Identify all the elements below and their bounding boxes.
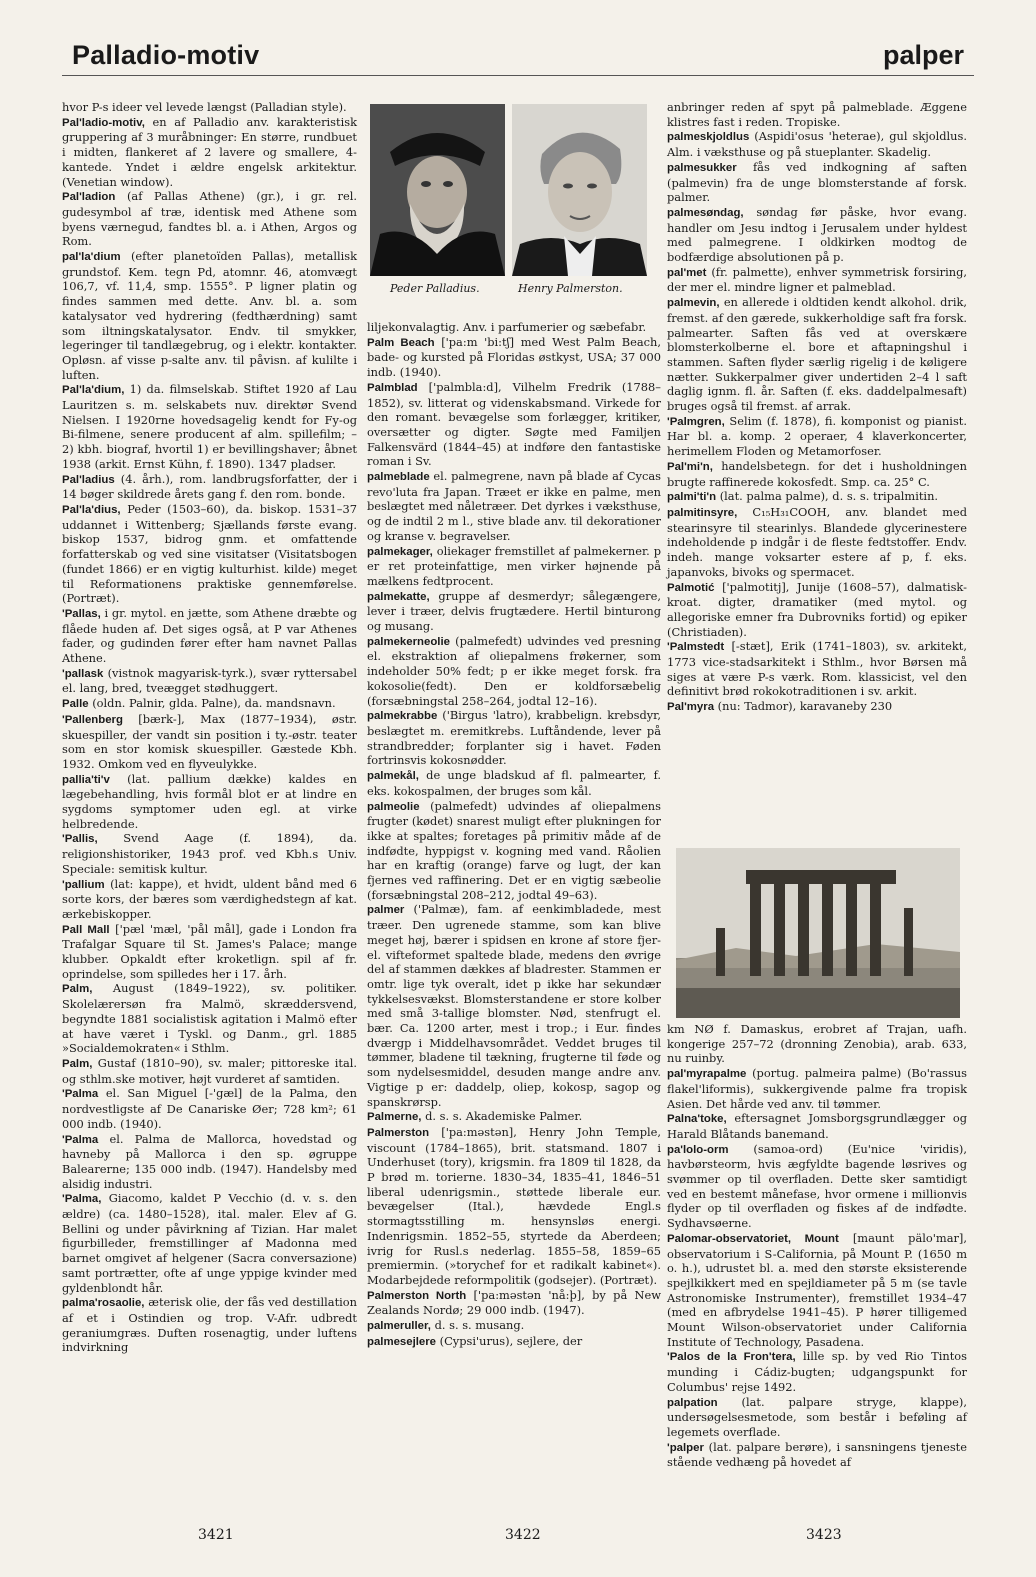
- portraits: [370, 104, 660, 304]
- entry-headword: Pal'ladion: [62, 191, 116, 204]
- dictionary-entry: [367, 1125, 661, 1288]
- entry-headword: Palna'toke,: [667, 1113, 727, 1126]
- entry-text: en af Palladio anv. karakteristisk gruppering af 3 muråbninger: En større, rundbuet i midten, flankeret af 2 lavere og smallere, 4-kantede. Yndet i ældre engelsk arkitektur. (Venetian window).: [62, 114, 357, 189]
- column-3: [667, 100, 967, 715]
- entry-text: Selim (f. 1878), fi. komponist og pianist. Har bl. a. komp. 2 operaer, 4 klaverkoncerter, herimellem Floden og Metamorfoser.: [667, 413, 967, 459]
- entry-text: ('Palmæ), fam. af eenkimbladede, mest træer. Den ugrenede stamme, som kan blive meget høj, bærer i spidsen en krone af store fjer- el. vifteformet spaltede blade, medens den øvrige del af stammen dækkes af bladrester. Stammen er omtr. lige tyk overalt, idet p ikke har sekundær tykkelsesvækst. Blomsterstandene er store kolber med små 3-tallige blomster. Nød, stenfrugt el. bær. Ca. 1200 arter, mest i trop.; i Eur. findes dværgp i Middelhavsområdet. Veddet bruges til tømmer, bladene til tækning, frugterne til føde og som nydelsesmiddel, desuden mange andre anv. Vigtige p er: daddelp, oliep, kokosp, sagop og spanskrørsp.: [367, 902, 661, 1109]
- entry-headword: Palm Beach: [367, 336, 435, 349]
- dictionary-entry: [62, 189, 357, 249]
- caption-peder-palladius: Peder Palladius.: [390, 282, 480, 295]
- dictionary-entry: [667, 1022, 967, 1066]
- column-3-continued: [667, 1022, 967, 1470]
- entry-headword: pallia'ti'v: [62, 773, 110, 786]
- entry-text: el. Palma de Mallorca, hovedstad og havneby på Mallorca i den sp. øgruppe Balearerne; 135 000 indb. (1947). Handelsby med alsidig industri.: [62, 1131, 357, 1191]
- entry-headword: pal'myrapalme: [667, 1068, 747, 1081]
- entry-text: (palmefedt) udvindes af oliepalmens frugter (kødet) snarest muligt efter plukningen for ikke at spaltes; foretages på primitiv måde af de indfødte, hyppigst v. kogning med vand. Råolien har en kraftig (orange) farve og lugt, der kan fjernes ved raffinering. Det er en vigtig sæbeolie (forsæbningstal 208–212, jodtal 49–63).: [367, 798, 661, 902]
- entry-headword: 'Pallas,: [62, 607, 101, 620]
- entry-text: ('Birgus 'latro), krabbelign. krebsdyr, beslægtet m. eremitkrebs. Luftåndende, lever på strandbredder; forplanter sig i havet. Føden fortrinsvis kokosnødder.: [367, 708, 661, 768]
- dictionary-entry: [667, 580, 967, 640]
- entry-text: (lat. pallium dække) kaldes en lægebehandling, hvis formål blot er at lindre en sygdoms symptomer uden egl. at virke helbredende.: [62, 771, 357, 831]
- dictionary-entry: [667, 699, 967, 715]
- entry-headword: 'pallium: [62, 878, 105, 891]
- entry-headword: palmi'ti'n: [667, 491, 717, 504]
- entry-text: (af Pallas Athene) (gr.), i gr. rel. gudesymbol af træ, identisk med Athene som byens værnegud, fandtes bl. a. i Athen, Argos og Rom.: [62, 189, 357, 249]
- entry-headword: 'palper: [667, 1441, 704, 1454]
- page-number-left: 3421: [198, 1527, 234, 1543]
- entry-text: (lat. palma palme), d. s. s. tripalmitin.: [716, 489, 939, 504]
- dictionary-entry: [62, 606, 357, 666]
- dictionary-entry: [367, 469, 661, 544]
- entry-text: (nu: Tadmor), karavaneby 230: [714, 699, 893, 714]
- page-number-center: 3422: [505, 1527, 541, 1543]
- entry-headword: pal'la'dium: [62, 251, 121, 264]
- entry-text: liljekonvalagtig. Anv. i parfumerier og sæbefabr.: [367, 320, 647, 334]
- entry-text: ['pa:məstən], Henry John Temple, viscount (1784–1865), brit. statsmand. 1807 i Underhuset (tory), krigsmin. fra 1809 til 1828, da P brød m. torierne. 1830–34, 1835–41, 1846–51 liberal udenrigsmin., støttede liberale eur. bevægelser (Ital.), hævdede Engl.s stormagtsstilling m. hensynsløs energi. Indenrigsmin. 1852–55, styrtede da Aberdeen; ivrig for Rusl.s nederlag. 1855–58, 1859–65 premiermin. (»torychef for et radikalt kabinet«). Modarbejdede reformpolitik (godsejer). (Portræt).: [367, 1124, 661, 1287]
- entry-headword: palmekager,: [367, 545, 433, 558]
- entry-text: i gr. mytol. en jætte, som Athene dræbte og flåede huden af. Det siges også, at P var Athenes fader, og gudinden fører efter ham navnet Pallas Athene.: [62, 605, 357, 666]
- dictionary-entry: [62, 696, 357, 712]
- photo-palmyra-ruins: [676, 848, 960, 1018]
- entry-text: el. palmegrene, navn på blade af Cycas revo'luta fra Japan. Træet er ikke en palme, men beslægtet med nåletræer. Det dyrkes i væksthuse, og de indtil 2 m l., stive blade anv. til dekorationer og kranse v. begravelser.: [367, 469, 661, 543]
- dictionary-entry: [367, 1318, 661, 1334]
- entry-text: (4. årh.), rom. landbrugsforfatter, der i 14 bøger skildrede årets gang f. den rom. bonde.: [62, 471, 357, 502]
- entry-text: Svend Aage (f. 1894), da. religionshistoriker, 1943 prof. ved Kbh.s Univ. Speciale: semitisk kultur.: [62, 831, 357, 876]
- dictionary-entry: [367, 1109, 661, 1125]
- entry-headword: palmevin,: [667, 297, 720, 310]
- entry-text: fås ved indkogning af saften (palmevin) fra de unge blomsterstande af forsk. palmer.: [667, 159, 967, 205]
- entry-text: (Cypsi'urus), sejlere, der: [436, 1333, 583, 1348]
- entry-text: (oldn. Palnir, glda. Palne), da. mandsnavn.: [88, 696, 336, 711]
- dictionary-entry: [62, 472, 357, 502]
- dictionary-entry: [367, 1288, 661, 1318]
- entry-headword: Palmerston North: [367, 1289, 467, 1302]
- dictionary-entry: [667, 265, 967, 295]
- dictionary-entry: [667, 129, 967, 159]
- entry-text: de unge bladskud af fl. palmearter, f. eks. kokospalmen, der bruges som kål.: [367, 768, 661, 798]
- entry-text: lille sp. by ved Rio Tintos munding i Cádiz-bugten; udgangspunkt for Columbus' rejse 1492.: [667, 1349, 967, 1394]
- entry-text: (palmefedt) udvindes ved presning el. ekstraktion af oliepalmens frøkerner, som indeholder 50% fedt; p er ikke meget forsk. fra kokosolie(fedt). Den er koldforsæbelig (forsæbningstal 258–264, jodtal 12–16).: [367, 633, 661, 708]
- dictionary-entry: [667, 295, 967, 414]
- dictionary-entry: [62, 772, 357, 832]
- dictionary-entry: [62, 115, 357, 190]
- entry-headword: 'Palma: [62, 1088, 99, 1101]
- entry-headword: Palmerne,: [367, 1111, 422, 1124]
- entry-headword: 'Pallis,: [62, 833, 98, 846]
- entry-headword: palmeblade: [367, 471, 430, 484]
- header-rule: [62, 75, 974, 76]
- entry-text: ['palmotitj], Junije (1608–57), dalmatisk-kroat. digter, dramatiker (med mytol. og allegoriske emner fra Dubrovniks fortid) og epiker (Christiaden).: [667, 579, 967, 639]
- dictionary-entry: [667, 1231, 967, 1350]
- entry-headword: Pal'ladio-motiv,: [62, 116, 145, 129]
- dictionary-entry: [367, 335, 661, 380]
- dictionary-entry: [667, 1142, 967, 1231]
- dictionary-entry: [667, 639, 967, 699]
- dictionary-entry: [62, 100, 357, 115]
- entry-text: (samoa-ord) (Eu'nice 'viridis), havbørsteorm, hvis ægfyldte bagende løsrives og svømmer op til overfladen. Dette sker samtidigt ved en bestemt månefase, hvor ormene i millionvis flyder op til overfladen og fiskes af de indfødte. Sydhavsøerne.: [667, 1141, 967, 1231]
- entry-headword: Pal'mi'n,: [667, 460, 713, 473]
- entry-text: (lat: kappe), et hvidt, uldent bånd med 6 sorte kors, der bæres som værdighedstegn af kat. ærkebiskopper.: [62, 876, 357, 921]
- dictionary-entry: [62, 249, 357, 382]
- dictionary-entry: [667, 160, 967, 205]
- entry-text: [bærk-], Max (1877–1934), østr. skuespiller, der vandt sin position i ty.-østr. teater som en stor komisk skuespiller. Gæstede Kbh. 1932. Omkom ved en flyveulykke.: [62, 711, 357, 771]
- entry-text: (Aspidi'osus 'heterae), gul skjoldlus. Alm. i væksthuse og på stueplanter. Skadelig.: [667, 129, 967, 160]
- entry-headword: 'Palos de la Fron'tera,: [667, 1351, 796, 1364]
- entry-text: (fr. palmette), enhver symmetrisk forsiring, der mer el. mindre ligner et palmeblad.: [667, 264, 967, 295]
- entry-headword: palmekrabbe: [367, 710, 438, 723]
- dictionary-entry: [62, 502, 357, 606]
- entry-text: (lat. palpare berøre), i sansningens tjeneste stående vedhæng på hovedet af: [667, 1439, 967, 1470]
- entry-headword: palmer: [367, 904, 405, 917]
- column-1: [62, 100, 357, 1355]
- dictionary-entry: [367, 902, 661, 1109]
- column-2: [367, 320, 661, 1350]
- dictionary-entry: [667, 489, 967, 505]
- entry-text: [maunt pälo'mar], observatorium i S-California, på Mount P. (1650 m o. h.), udrustet bl. a. med den største eksisterende spejlkikkert med en spejldiameter på 5 m (se tavle Astronomiske Instrumenter), fremstillet 1934–47 (med en afbrydelse 1941–45). P hører tilligemed Mount Wilson-observatoriet under California Institute of Technology, Pasadena.: [667, 1230, 967, 1349]
- entry-headword: 'Palmstedt: [667, 641, 725, 654]
- entry-headword: Pall Mall: [62, 923, 110, 936]
- dictionary-entry: [667, 1111, 967, 1141]
- entry-text: handelsbetegn. for det i husholdningen brugte raffinerede kokosfedt. Smp. ca. 25° C.: [667, 458, 967, 489]
- portrait-henry-palmerston: [512, 104, 647, 276]
- entry-headword: palpation: [667, 1396, 718, 1409]
- dictionary-entry: [367, 799, 661, 903]
- entry-headword: palmesejlere: [367, 1335, 437, 1348]
- entry-headword: Pal'myra: [667, 701, 715, 714]
- entry-headword: palmekål,: [367, 770, 419, 783]
- dictionary-entry: [62, 1086, 357, 1131]
- entry-text: August (1849–1922), sv. politiker. Skolelærersøn fra Malmö, skræddersvend, begyndte 1881 socialistisk agitation i Malmö efter at have været i Tyskl. og Danm., grl. 1885 »Socialdemokraten« i Sthlm.: [62, 981, 357, 1056]
- entry-headword: pal'met: [667, 266, 707, 279]
- dictionary-entry: [667, 205, 967, 265]
- entry-headword: palmekerneolie: [367, 635, 450, 648]
- entry-headword: Pal'la'dium,: [62, 384, 125, 397]
- dictionary-entry: [62, 1295, 357, 1355]
- page-number-right: 3423: [806, 1527, 842, 1543]
- entry-headword: 'Palmgren,: [667, 415, 725, 428]
- dictionary-entry: [367, 380, 661, 469]
- entry-headword: pa'lolo-orm: [667, 1143, 729, 1156]
- running-head-left: Palladio-motiv: [72, 40, 260, 70]
- entry-text: ['pa:məstən 'nå:þ], by på New Zealands Nordø; 29 000 indb. (1947).: [367, 1287, 661, 1318]
- running-head-right: palper: [882, 40, 964, 70]
- dictionary-entry: [667, 1066, 967, 1111]
- entry-text: ['pæl 'mæl, 'pål mål], gade i London fra Trafalgar Square til St. James's Palace; mange klubber. Opkaldt efter kroketlign. spil af fr. oprindelse, som spilledes her i 17. årh.: [62, 921, 357, 981]
- entry-headword: palmeskjoldlus: [667, 131, 750, 144]
- dictionary-entry: [62, 666, 357, 696]
- entry-headword: Palmblad: [367, 381, 418, 394]
- dictionary-entry: [667, 100, 967, 129]
- dictionary-entry: [667, 414, 967, 459]
- entry-headword: palmesukker: [667, 161, 737, 174]
- dictionary-entry: [367, 544, 661, 589]
- dictionary-entry: [62, 1132, 357, 1192]
- dictionary-entry: [367, 320, 661, 335]
- entry-text: oliekager fremstillet af palmekerner. p er ret proteinfattige, men virker højnende på mælkens fedtprocent.: [367, 543, 661, 588]
- dictionary-entry: [667, 459, 967, 489]
- entry-text: (lat. palpare stryge, klappe), undersøgelsesmetode, som består i beføling af legemets overflade.: [667, 1394, 967, 1439]
- entry-text: Peder (1503–60), da. biskop. 1531–37 uddannet i Wittenberg; Sjællands første evang. biskop 1537, bidrog gnm. et omfattende forfatterskab og ved sine visitatser (Visitatsbogen (fundet 1866) er en vigtig kulturhist. kilde) meget til Reformationens praktiske gennemførelse. (Portræt).: [62, 501, 357, 606]
- entry-text: 1) da. filmselskab. Stiftet 1920 af Lau Lauritzen s. m. selskabets nuv. direktør Svend Nielsen. I 1920rne hovedsagelig kendt for Fy-og Bi-filmene, senere producent af alm. spillefilm; – 2) kbh. biograf, hvortil 1) er bevillingshaver; åbnet 1938 (arkit. Ernst Kühn, f. 1890). 1347 pladser.: [62, 382, 357, 471]
- entry-text: el. San Miguel [-'gæl] de la Palma, den nordvestligste af De Canariske Øer; 728 km²; 61 000 indb. (1940).: [62, 1086, 357, 1131]
- dictionary-entry: [367, 708, 661, 768]
- dictionary-entry: [62, 1191, 357, 1295]
- entry-text: ['pa:m 'bi:tʃ] med West Palm Beach, bade- og kursted på Floridas østkyst, USA; 37 000 indb. (1940).: [367, 334, 661, 380]
- entry-text: (vistnok magyarisk-tyrk.), svær ryttersabel el. lang, bred, tveægget stødhuggert.: [62, 665, 357, 696]
- entry-headword: Palmerston: [367, 1126, 430, 1139]
- entry-text: C₁₅H₃₁COOH, anv. blandet med stearinsyre til stearinlys. Blandede glycerinestere indeholdende p indgår i de fleste fedtstoffer. Endv. indeh. mange voksarter estere af p, f. eks. japanvoks, bivoks og spermacet.: [667, 504, 967, 579]
- dictionary-entry: [367, 768, 661, 798]
- dictionary-entry: [62, 831, 357, 876]
- entry-text: (efter planetoïden Pallas), metallisk grundstof. Kem. tegn Pd, atomnr. 46, atomvægt 106,7, vf. 11,4, smp. 1555°. P ligner platin og findes sammen med dette. Anv. bl. a. som katalysator ved hydrering (fedthærdning) samt som iltningskatalysator. Endv. til smykker, legeringer til tandlægebrug, og i elektr. kontakter. Opløsn. af visse p-salte anv. til påvisn. af kulilte i luften.: [62, 249, 357, 382]
- entry-text: Giacomo, kaldet P Vecchio (d. v. s. den ældre) (ca. 1480–1528), ital. maler. Elev af G. Bellini og under påvirkning af Tizian. Har malet figurbilleder, fremstillinger af Madonna med barnet omgivet af helgener (Sacra conversazione) samt portrætter, ofte af unge yppige kvinder med gyldenblondt hår.: [62, 1191, 357, 1295]
- entry-text: søndag før påske, hvor evang. handler om Jesu indtog i Jerusalem under hyldest med palmegrene. I oldkirken modtog de bodfærdige absolutionen på p.: [667, 204, 967, 265]
- entry-headword: palmeolie: [367, 800, 420, 813]
- entry-text: gruppe af desmerdyr; sålegængere, lever i træer, delvis frugtædere. Hertil binturong og musang.: [367, 588, 661, 634]
- portrait-peder-palladius: [370, 104, 505, 276]
- entry-text: æterisk olie, der fås ved destillation af et i Ostindien og trop. V-Afr. udbredt geraniumgræs. Duften rosenagtig, under luftens indvirkning: [62, 1295, 357, 1355]
- dictionary-entry: [367, 589, 661, 634]
- entry-headword: palmesøndag,: [667, 206, 744, 219]
- entry-headword: Pal'la'dius,: [62, 503, 121, 516]
- entry-text: [-stæt], Erik (1741–1803), sv. arkitekt, 1773 vice-stadsarkitekt i Sthlm., hvor Børsen må siges at være P-s værk. Rom. klassicist, vel den definitivt brød rokokotraditionen i sv. arkit.: [667, 639, 967, 699]
- entry-headword: Palomar-observatoriet, Mount: [667, 1232, 839, 1245]
- dictionary-entry: [62, 382, 357, 471]
- caption-henry-palmerston: Henry Palmerston.: [518, 282, 623, 295]
- entry-headword: Palle: [62, 698, 89, 711]
- dictionary-entry: [62, 712, 357, 772]
- entry-text: (portug. palmeira palme) (Bo'rassus flakel'liformis), sukkergivende palme fra tropisk Asien. Det hårde ved anv. til tømmer.: [667, 1066, 967, 1111]
- entry-text: hvor P-s ideer vel levede længst (Palladian style).: [62, 100, 347, 114]
- dictionary-entry: [62, 877, 357, 922]
- dictionary-entry: [367, 634, 661, 709]
- entry-text: d. s. s. Akademiske Palmer.: [421, 1109, 583, 1124]
- entry-text: km NØ f. Damaskus, erobret af Trajan, uafh. kongerige 257–72 (dronning Zenobia), arab. 633, nu ruinby.: [667, 1022, 967, 1066]
- dictionary-entry: [667, 505, 967, 580]
- entry-text: Gustaf (1810–90), sv. maler; pittoreske ital. og sthlm.ske motiver, højt vurderet af samtiden.: [62, 1056, 357, 1086]
- entry-headword: 'pallask: [62, 667, 104, 680]
- dictionary-entry: [667, 1349, 967, 1394]
- entry-headword: palmekatte,: [367, 590, 430, 603]
- dictionary-entry: [367, 1334, 661, 1350]
- entry-headword: palmitinsyre,: [667, 506, 738, 519]
- entry-headword: Pal'ladius: [62, 473, 115, 486]
- dictionary-entry: [667, 1440, 967, 1470]
- entry-text: eftersagnet Jomsborgsgrundlægger og Harald Blåtands banemand.: [667, 1111, 967, 1141]
- entry-headword: Palm,: [62, 1058, 93, 1070]
- entry-headword: palmeruller,: [367, 1320, 431, 1333]
- entry-headword: Palmotić: [667, 581, 715, 594]
- entry-headword: 'Palma: [62, 1133, 99, 1146]
- dictionary-entry: [62, 981, 357, 1056]
- entry-text: d. s. s. musang.: [430, 1318, 525, 1333]
- entry-headword: Palm,: [62, 983, 93, 996]
- entry-headword: palma'rosaolie,: [62, 1297, 145, 1310]
- dictionary-entry: [62, 1056, 357, 1086]
- entry-headword: 'Pallenberg: [62, 713, 123, 726]
- dictionary-entry: [62, 922, 357, 982]
- dictionary-entry: [667, 1395, 967, 1440]
- entry-headword: 'Palma,: [62, 1193, 102, 1206]
- entry-text: anbringer reden af spyt på palmeblade. Æggene klistres fast i reden. Tropiske.: [667, 100, 967, 129]
- entry-text: en allerede i oldtiden kendt alkohol. drik, fremst. af den gærede, sukkerholdige saft fra forsk. palmearter. Saften fås ved at overskære blomsterkolberne el. bore et aftapningshul i stammen. Saften flyder særlig rigelig i de køligere nætter. Sukkerpalmer giver undertiden 2–4 l saft daglig ignm. fl. år. Saften (f. eks. daddelpalmesaft) bruges også til fremst. af arrak.: [667, 295, 967, 414]
- entry-text: ['palmbla:d], Vilhelm Fredrik (1788–1852), sv. litterat og videnskabsmand. Virkede for den romant. bevægelse som forlægger, kritiker, oversætter og digter. Søgte med Familjen Falkensvärd (1844–45) at indføre den fantastiske roman i Sv.: [367, 379, 661, 469]
